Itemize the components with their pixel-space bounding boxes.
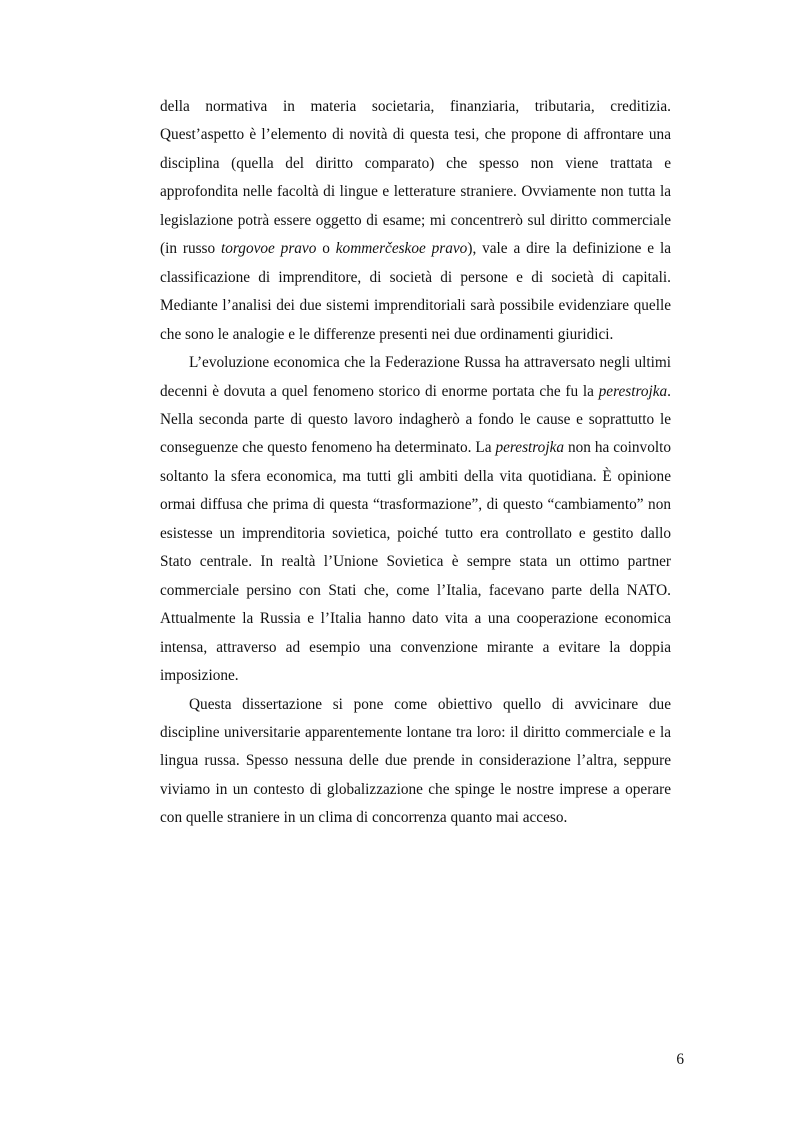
text-run: . Nella seconda parte di questo lavoro indagherò a fondo le cause e soprattutto le conseguenze che questo fenomeno ha determinato. La bbox=[160, 382, 671, 457]
italic-term-perestrojka: perestrojka bbox=[495, 439, 565, 457]
page-number: 6 bbox=[676, 1051, 684, 1068]
text-run: non ha coinvolto soltanto la sfera economica, ma tutti gli ambiti della vita quotidiana. È opinione ormai diffusa che prima di questa “trasformazione”, di questo “cambiamento” non esistesse un imprenditoria sovietica, poiché tutto era controllato e gestito dallo Stato centrale. In realtà l’Unione Sovietica è sempre stata un ottimo partner commerciale persino con Stati che, come l’Italia, facevano parte della NATO. Attualmente la Russia e l’Italia hanno dato vita a una cooperazione economica intensa, attraverso ad esempio una convenzione mirante a evitare la doppia imposizione. bbox=[160, 439, 672, 685]
text-run: Questa dissertazione si pone come obiettivo quello di avvicinare due discipline universitarie apparentemente lontane tra loro: il diritto commerciale e la lingua russa. Spesso nessuna delle due prende in considerazione l’altra, seppure viviamo in un contesto di globalizzazione che spinge le nostre imprese a operare con quelle straniere in un clima di concorrenza quanto mai acceso. bbox=[160, 695, 671, 827]
text-run: L’evoluzione economica che la Federazione Russa ha attraversato negli ultimi decenni è dovuta a quel fenomeno storico di enorme portata che fu la bbox=[160, 354, 671, 400]
italic-term-torgovoe-pravo: torgovoe pravo bbox=[221, 240, 317, 258]
text-run: della normativa in materia societaria, finanziaria, tributaria, creditizia. Quest’aspetto è l’elemento di novità di questa tesi, che propone di affrontare una disciplina (quella del diritto comparato) che spesso non viene trattata e approfondita nelle facoltà di lingue e letterature straniere. Ovviamente non tutta la legislazione potrà essere oggetto di esame; mi concentrerò sul diritto commerciale (in russo bbox=[160, 98, 671, 258]
text-run: ), vale a dire la definizione e la classificazione di imprenditore, di società di persone e di società di capitali. Mediante l’analisi dei due sistemi imprenditoriali sarà possibile evidenziare quelle che sono le analogie e le differenze presenti nei due ordinamenti giuridici. bbox=[160, 240, 671, 343]
paragraph-2 bbox=[160, 349, 671, 690]
paragraph-3 bbox=[160, 691, 671, 833]
body-text bbox=[160, 93, 671, 833]
italic-term-perestrojka: perestrojka bbox=[598, 382, 668, 400]
text-run: o bbox=[316, 240, 336, 258]
italic-term-kommerceskoe-pravo: kommerčeskoe pravo bbox=[335, 240, 468, 258]
paragraph-1 bbox=[160, 93, 671, 349]
